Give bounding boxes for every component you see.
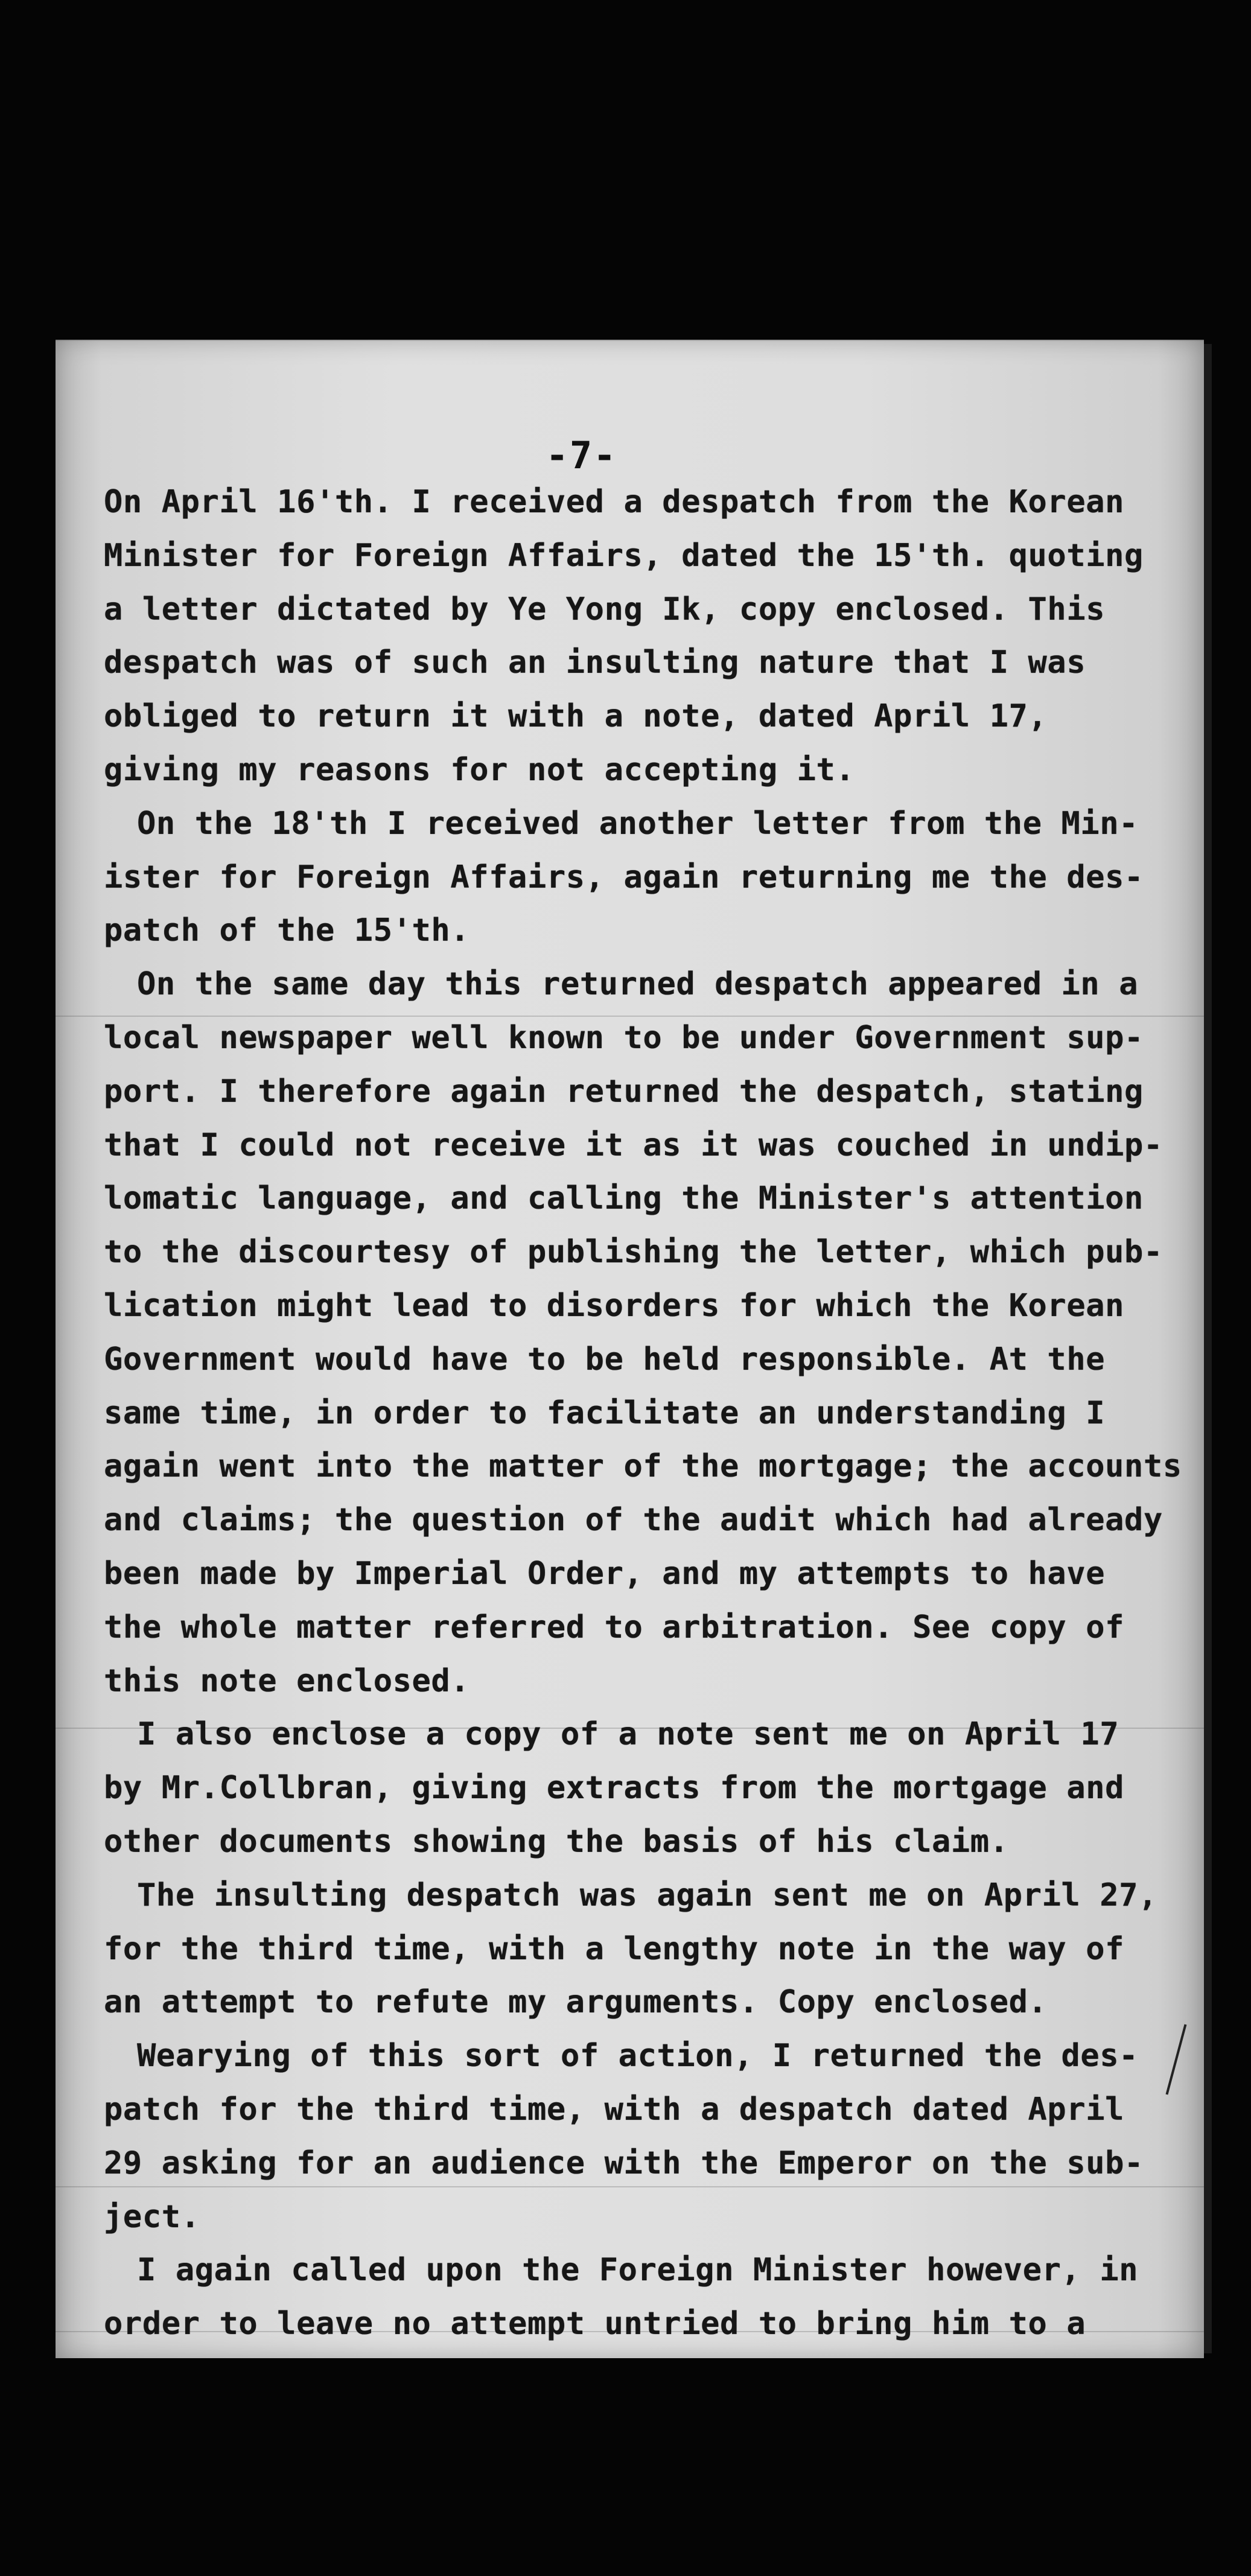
text-line: Wearying of this sort of action, I returned the des- [137,2038,1139,2075]
text-line: Minister for Foreign Affairs, dated the 15'th. quoting [104,537,1144,574]
text-line: ister for Foreign Affairs, again returning me the des- [104,859,1144,895]
text-line: the whole matter referred to arbitration. See copy of [104,1609,1125,1646]
text-line: On April 16'th. I received a despatch from the Korean [104,484,1125,520]
document-page [56,340,1204,2358]
text-line: by Mr.Collbran, giving extracts from the mortgage and [104,1770,1125,1807]
text-line: On the 18'th I received another letter from the Min- [137,805,1139,842]
text-line: 29 asking for an audience with the Emperor on the sub- [104,2145,1144,2181]
text-line: a letter dictated by Ye Yong Ik, copy enclosed. This [104,591,1106,628]
text-line: lication might lead to disorders for which the Korean [104,1287,1125,1324]
text-line: ject. [104,2198,200,2235]
text-line: port. I therefore again returned the despatch, stating [104,1073,1144,1110]
text-line: to the discourtesy of publishing the letter, which pub- [104,1234,1163,1271]
text-line: other documents showing the basis of his claim. [104,1823,1009,1860]
text-line: for the third time, with a lengthy note in the way of [104,1930,1125,1967]
text-line: been made by Imperial Order, and my attempts to have [104,1555,1106,1592]
text-line: The insulting despatch was again sent me on April 27, [137,1877,1158,1913]
page-number: -7- [546,433,617,477]
text-line: and claims; the question of the audit which had already [104,1502,1163,1539]
text-line: same time, in order to facilitate an understanding I [104,1395,1106,1431]
text-line: Government would have to be held responsible. At the [104,1341,1106,1378]
text-line: again went into the matter of the mortgage; the accounts [104,1448,1182,1485]
text-line: an attempt to refute my arguments. Copy enclosed. [104,1984,1048,2021]
text-line: obliged to return it with a note, dated April 17, [104,698,1048,735]
text-line: that I could not receive it as it was couched in undip- [104,1127,1163,1163]
ruled-line [56,340,1204,341]
margin-mark [1166,2024,1187,2095]
text-line: giving my reasons for not accepting it. [104,751,855,788]
text-line: On the same day this returned despatch appeared in a [137,966,1139,1003]
text-line: patch of the 15'th. [104,912,470,949]
text-line: order to leave no attempt untried to bring him to a [104,2306,1086,2342]
text-line: I also enclose a copy of a note sent me on April 17 [137,1716,1119,1753]
text-line: local newspaper well known to be under Government sup- [104,1019,1144,1056]
letter-body [104,475,1182,2351]
text-line: this note enclosed. [104,1662,470,1699]
text-line: lomatic language, and calling the Minister's attention [104,1180,1144,1217]
text-line: I again called upon the Foreign Minister however, in [137,2252,1139,2289]
text-line: patch for the third time, with a despatch dated April [104,2091,1125,2128]
text-line: despatch was of such an insulting nature that I was [104,644,1086,681]
